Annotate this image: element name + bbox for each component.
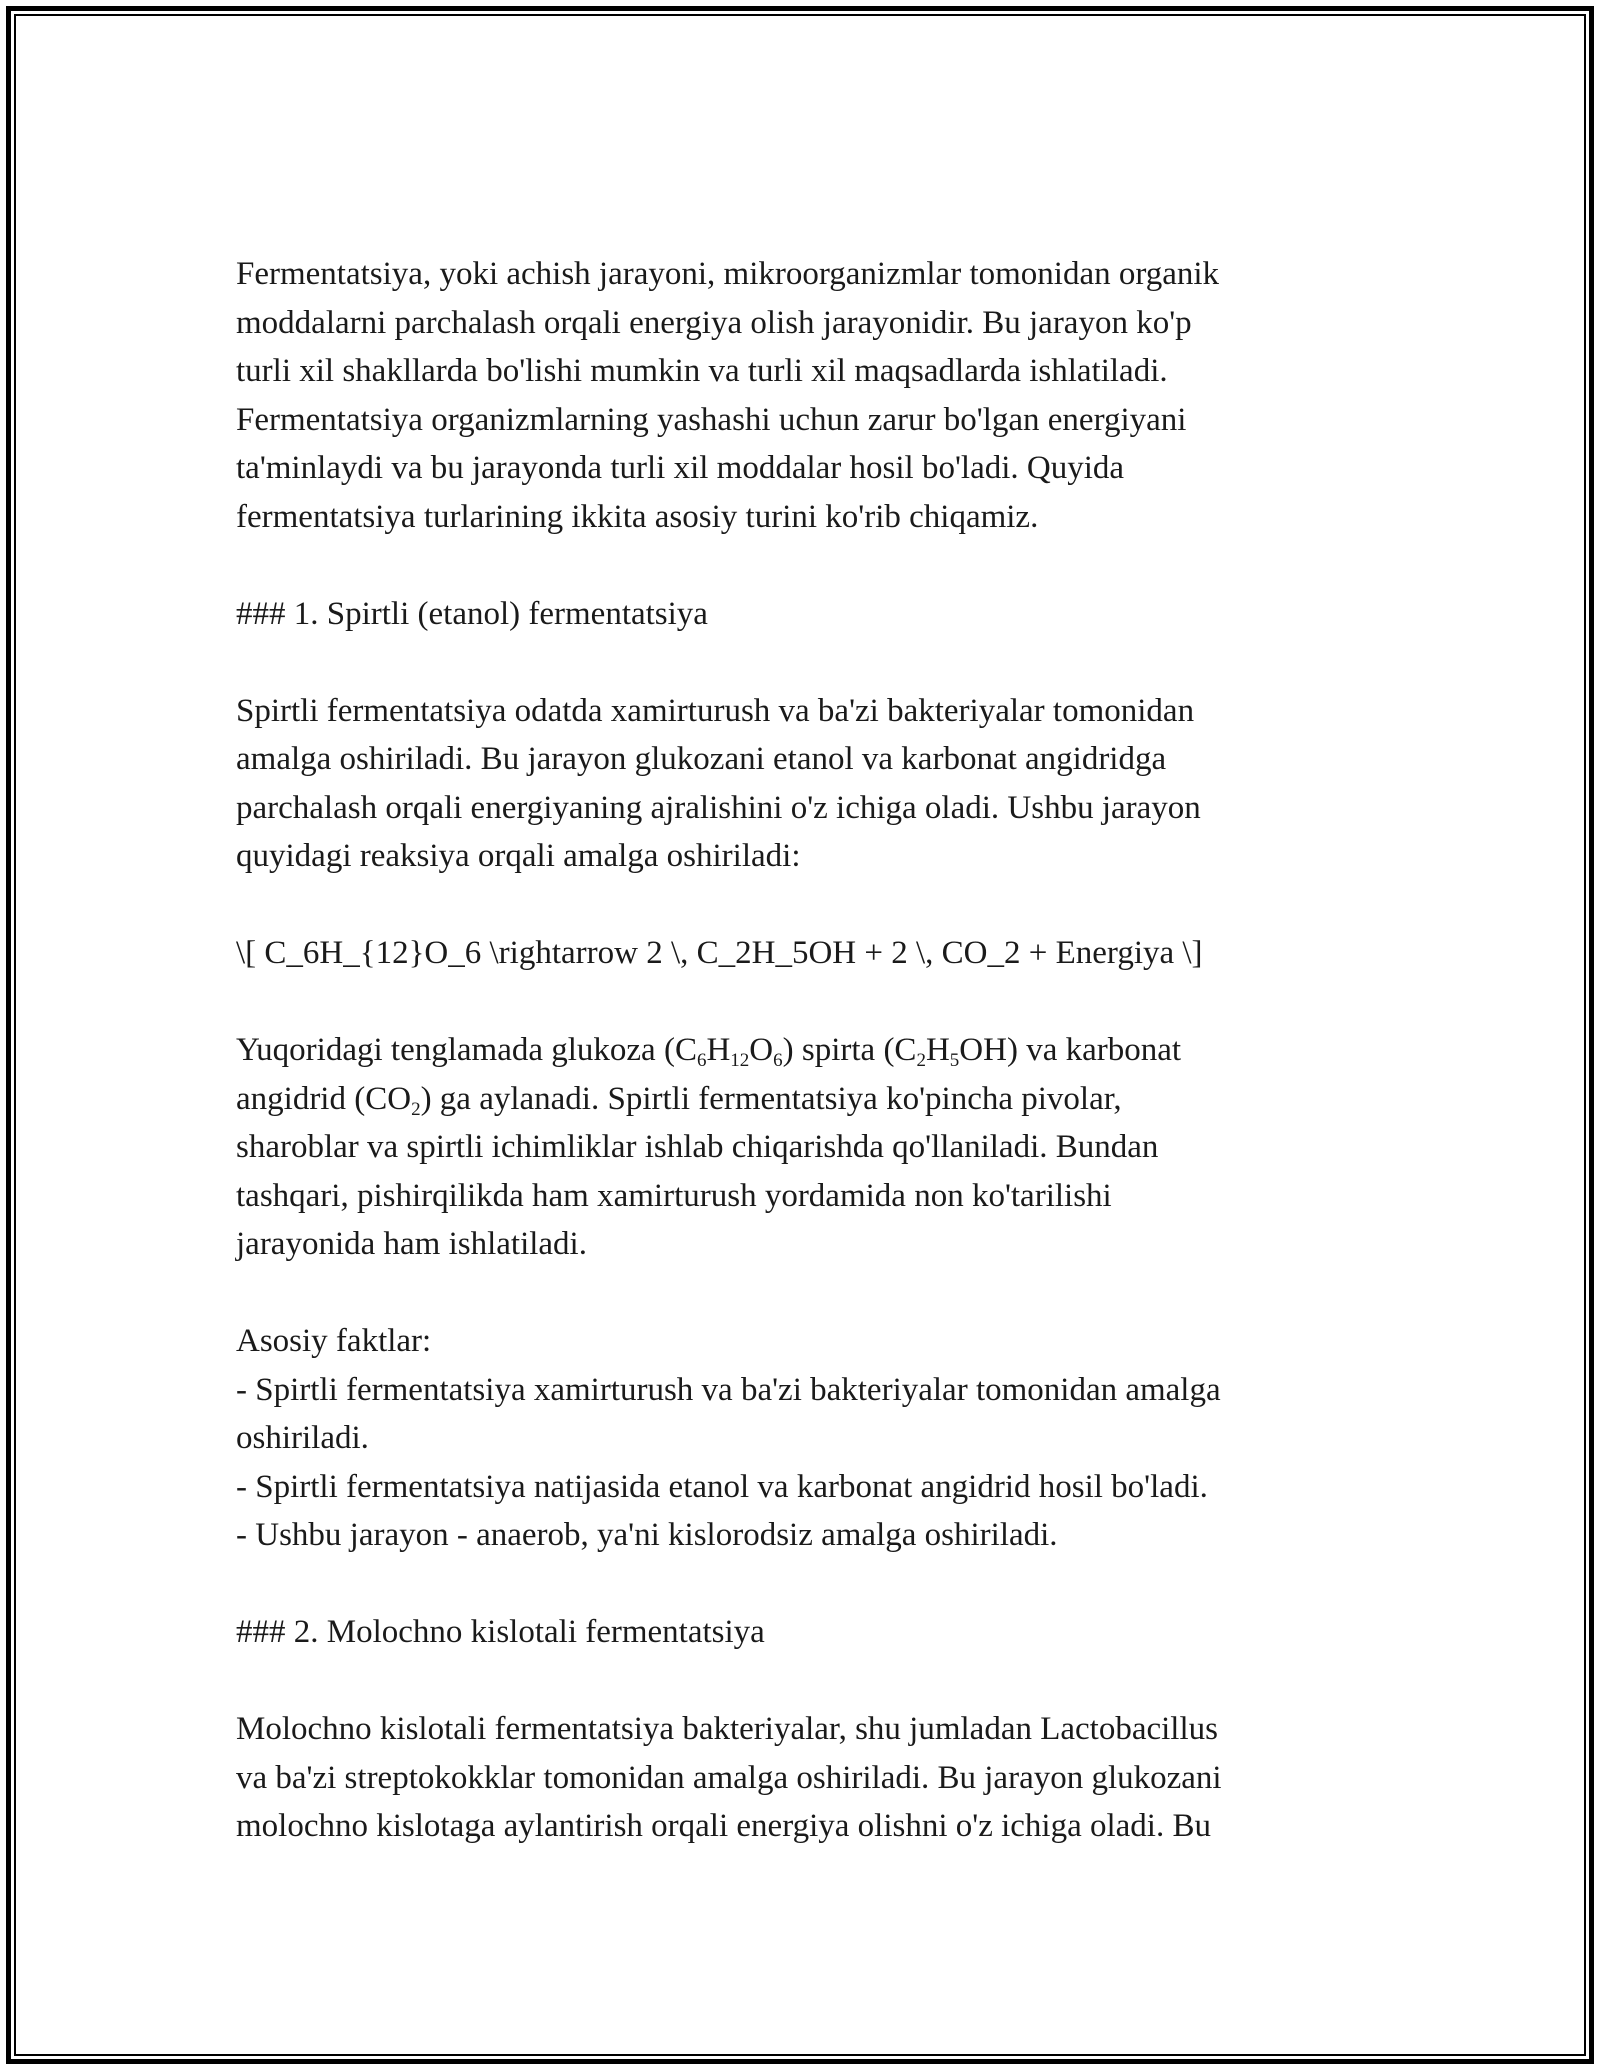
text-line: Yuqoridagi tenglamada glukoza $(C_6H_{12}O_6)$ spirta $(C_2H_5OH)$ va karbonat <box>236 1032 1182 1071</box>
section-1-paragraph <box>236 687 1366 881</box>
text-line: sharoblar va spirtli ichimliklar ishlab chiqarishda qo'llaniladi. Bundan <box>236 1129 1159 1165</box>
text-line: Spirtli fermentatsiya odatda xamirturush va ba'zi bakteriyalar tomonidan <box>236 692 1195 729</box>
text-line: Fermentatsiya organizmlarning yashashi uchun zarur bo'lgan energiyani <box>236 401 1187 438</box>
text-line: turli xil shakllarda bo'lishi mumkin va turli xil maqsadlarda ishlatiladi. <box>236 353 1168 389</box>
section-1-heading: ### 1. Spirtli (etanol) fermentatsiya <box>236 595 708 632</box>
text-line: Molochno kislotali fermentatsiya bakteriyalar, shu jumladan Lactobacillus <box>236 1711 1218 1747</box>
list-item: - Ushbu jarayon - anaerob, ya'ni kislorodsiz amalga oshiriladi. <box>236 1517 1058 1553</box>
text-line: molochno kislotaga aylantirish orqali energiya olishni o'z ichiga oladi. Bu <box>236 1808 1211 1844</box>
section-2-heading: ### 2. Molochno kislotali fermentatsiya <box>236 1614 765 1650</box>
text-line: angidrid $(CO_2)$ ga aylanadi. Spirtli fermentatsiya ko'pincha pivolar, <box>236 1080 1122 1120</box>
text-line: moddalarni parchalash orqali energiya olish jarayonidir. Bu jarayon ko'p <box>236 304 1192 341</box>
text-line: va ba'zi streptokokklar tomonidan amalga oshiriladi. Bu jarayon glukozani <box>236 1759 1222 1796</box>
section-2-paragraph <box>236 1705 1366 1851</box>
text-line: amalga oshiriladi. Bu jarayon glukozani etanol va karbonat angidridga <box>236 741 1167 777</box>
list-item: - Spirtli fermentatsiya xamirturush va ba'zi bakteriyalar tomonidan amalga <box>236 1371 1221 1408</box>
list-item: - Spirtli fermentatsiya natijasida etanol va karbonat angidrid hosil bo'ladi. <box>236 1468 1208 1505</box>
text-line: ta'minlaydi va bu jarayonda turli xil moddalar hosil bo'ladi. Quyida <box>236 450 1125 486</box>
text-line: tashqari, pishirqilikda ham xamirturush yordamida non ko'tarilishi <box>236 1177 1112 1214</box>
text-line: parchalash orqali energiyaning ajralishini o'z ichiga oladi. Ushbu jarayon <box>236 789 1201 826</box>
explanation-paragraph <box>236 1026 1366 1269</box>
list-item: oshiriladi. <box>236 1420 369 1456</box>
text-line: fermentatsiya turlarining ikkita asosiy turini ko'rib chiqamiz. <box>236 498 1039 535</box>
text-line: Fermentatsiya, yoki achish jarayoni, mikroorganizmlar tomonidan organik <box>236 256 1220 292</box>
text-line: quyidagi reaksiya orqali amalga oshiriladi: <box>236 838 801 874</box>
text-line: jarayonida ham ishlatiladi. <box>236 1226 587 1262</box>
document-body <box>236 250 1366 1851</box>
intro-paragraph <box>236 250 1366 541</box>
facts-title: Asosiy faktlar: <box>236 1323 432 1359</box>
reaction-equation: \[ C_6H_{12}O_6 \rightarrow 2 \, C_2H_5OH + 2 \, CO_2 + Energiya \] <box>236 935 1203 971</box>
facts-list <box>236 1317 1366 1560</box>
